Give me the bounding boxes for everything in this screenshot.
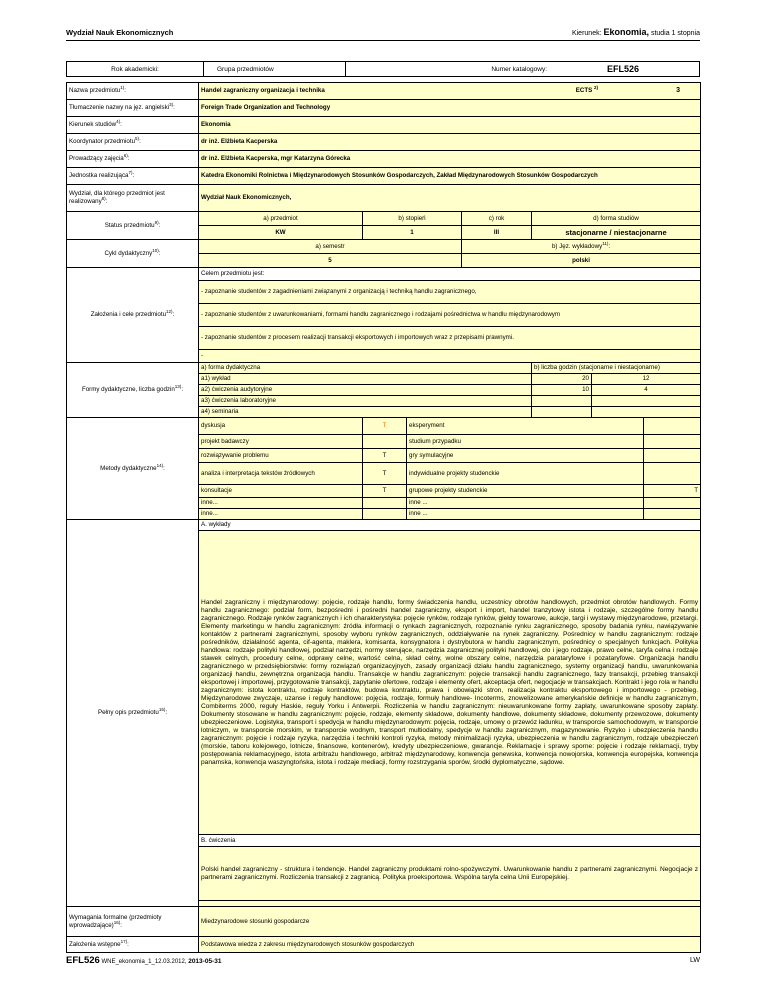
method-right: gry symulacyjne: [407, 449, 644, 463]
form-name: a4) seminaria: [199, 407, 532, 418]
ects-value: 3: [676, 87, 681, 94]
field-name: Ekonomia,: [603, 27, 649, 37]
method-left: rozwiązywanie problemu: [199, 449, 363, 463]
method-left: inne...: [199, 509, 363, 520]
form-name: a2) ćwiczenia audytoryjne: [199, 385, 532, 396]
goal-item: - zapoznanie studentów z zagadnieniami związanymi z organizacją i techniką handlu zagranicznego,: [199, 281, 701, 304]
prereq-value: Podstawowa wiedza z zakresu międzynarodowych stosunków gospodarczych: [199, 937, 701, 953]
row-translation: [67, 100, 701, 117]
row-forms-headers: [67, 363, 701, 374]
catalog-bar: [66, 61, 700, 77]
exercises-description: Polski handel zagraniczny - struktura i tendencje. Handel zagraniczny produktami rolno-spożywczymi. Uwarunkowanie handlu z partnerami zagranicznymi. Negocjacje z partnerami zagranicznymi. Rozliczenia transakcji z zagranicą. Polityka proeksportowa. Wspólna taryfa celna Unii Europejskiej.: [199, 847, 701, 901]
goal-item: -: [199, 350, 701, 363]
requirements-label: Wymagania formalne (przedmioty wprowadzające)$^{16)}$:: [67, 907, 199, 937]
row-desc-a-head: [67, 520, 701, 531]
method-left-mark: T: [363, 449, 407, 463]
method-right: inne ...: [407, 509, 644, 520]
method-row: [67, 418, 701, 435]
faculty-header: Wydział Nauk Ekonomicznych: [66, 28, 174, 37]
faculty-value: Wydział Nauk Ekonomicznych,: [199, 185, 701, 212]
lectures-heading: A. wykłady: [199, 520, 701, 531]
row-unit: [67, 168, 701, 185]
cycle-semester-value: 5: [199, 254, 462, 268]
method-left-mark: [363, 498, 407, 509]
method-right-mark: T: [644, 485, 701, 498]
form-hours-full: [532, 396, 592, 407]
field-prefix: Kierunek:: [571, 30, 602, 37]
field-label: Kierunek studiów$^{4)}$:: [67, 117, 199, 134]
row-status-headers: [67, 212, 701, 226]
academic-year-label: Rok akademicki:: [111, 66, 159, 73]
lectures-description: Handel zagraniczny i międzynarodowy: pojęcie, rodzaje handlu, formy świadczenia handlu, uczestnicy obrotów handlowych, przedmiot obrotów handlowych. Formy handlu zagranicznego: podział form, bezpośredni i pośredni handel zagraniczny, eksport i import, handel tranzytowy istota i rodzaje, szczególne formy handlu zagranicznego. Rodzaje rynków zagranicznych i ich charakterystyka: pojęcie rynków, rodzaje rynków, giełdy towarowe, aukcje, targi i wystawy międzynarodowe, przetargi. Elementy marketingu w handlu zagranicznym: źródła informacji o rynkach zagranicznych, rozpoznanie rynku zagranicznego, sposoby badania rynku, nawiązywanie kontaktów z partnerami zagranicznymi, sposoby wyboru rynków zagranicznych, oddziaływanie na rynek zagraniczny. Pośrednicy w handlu zagranicznym: rodzaje pośredników, działalność agenta, cif-agenta, maklera, komisanta, konsygnatora i dystrybutora w handlu zagranicznym, pośrednicy o specjalnych funkcjach. Polityka handlowa: rodzaje polityki handlowej, podział narzędzi, normy sterujące, narzędzia zagranicznej polityki handlowej, cło i jego rodzaje, prawo celne, taryfa celna i rodzaje stawek celnych, procedury celne, odprawy celne, wartość celna, skład celny, wolne obszary celne, narzędzia parataryfowe i pozataryfowe. Organizacja handlu zagranicznego w przedsiębiorstwie: formy rozwiązań organizacyjnych, zasady organizacji działu handlu zagranicznego, systemy organizacji handlu, uwarunkowania organizacji handlu, zewnętrzna organizacja handlu. Transakcje w handlu zagranicznym: pojęcie transakcji handlu zagranicznego, fazy transakcji, przebieg transakcji eksportowej i importowej, przygotowanie transakcji, zapytanie ofertowe, rodzaje i elementy ofert, akceptacja ofert, negocjacje w transakcjach. Kontrakt i jego rola w handlu zagranicznym: istota kontraktu, rodzaje kontraktów, budowa kontraktu, prawa i obowiązki stron, realizacja kontraktu eksportowego i importowego - przebieg. Międzynarodowe zwyczaje, uzanse i reguły handlowe: pojęcia, rodzaje, formuły handlowe- Incoterms, znowelizowane amerykańskie definicje w handlu zagranicznym, Combiterms 2000, reguły Haskie, reguły Yorku i Antwerpii. Rozliczenia w handlu zagranicznym: nieuwarunkowane formy zapłaty, uwarunkowane sposoby zapłaty. Dokumenty stosowane w handlu zagranicznym: pojęcie, rodzaje, elementy składowe, dokumenty handlowe, dokumenty składowe, dokumenty przewozowe, dokumenty ubezpieczeniowe. Logistyka, transport i spedycja w handlu międzynarodowym: pojęcia, rodzaje, umowy o przewóz ładunku, w transporcie samochodowym, w transporcie lotniczym, w transporcie morskim, w transporcie wodnym, transport multiodalny, spedycje w handlu zagranicznym, magazynowanie. Ryzyko i ubezpieczenia handlu zagranicznym: pojęcie i rodzaje ryzyka, narzędzia i techniki kontroli ryzyka, metody minimalizacji ryzyka, ubezpieczenia w handlu zagranicznym, rodzaje ubezpieczeń (morskie, taboru kolejowego, lotnicze, finansowe, kontenerów), kredyty ubezpieczeniowe, gwarancje. Reklamacje i sprawy sporne: pojęcie i rodzaje reklamacji, tryby postępowania reklamacyjnego, istota arbitrażu handlowego, arbitraż międzynarodowy, konwencja genewska, konwencja nowojorska, konwencja europejska, konwencja panamska, konwencja waszyngtońska, istota i rodzaje mediacji, formy rozstrzygania sporów, środki dyplomatyczne, sądowe.: [199, 531, 701, 835]
forms-form-header: a) forma dydaktyczna: [199, 363, 532, 374]
form-hours-part: 12: [592, 374, 701, 385]
forms-hours-header: b) liczba godzin (stacjonarne i niestacjonarne): [532, 363, 701, 374]
divider: [203, 62, 204, 76]
cycle-language-header: b) Jęz. wykładowy$^{11)}$:: [462, 240, 701, 254]
footer-initials: LW: [690, 957, 700, 964]
row-goals-intro: [67, 268, 701, 281]
method-left-mark: [363, 435, 407, 449]
forms-label: Formy dydaktyczne, liczba godzin$^{13)}$:: [67, 363, 199, 418]
form-name: a3) ćwiczenia laboratoryjne: [199, 396, 532, 407]
goals-label: Założenia i cele przedmiotu$^{12)}$:: [67, 268, 199, 363]
course-group-label: Grupa przedmiotów: [217, 66, 274, 73]
form-hours-part: 4: [592, 385, 701, 396]
teachers-value: dr inż. Elżbieta Kacperska, mgr Katarzyna Górecka: [199, 151, 701, 168]
method-right: studium przypadku: [407, 435, 644, 449]
form-hours-full: 10: [532, 385, 592, 396]
method-left: dyskusja: [199, 418, 363, 435]
prereq-label: Założenia wstępne$^{17)}$:: [67, 937, 199, 953]
status-year-value: III: [462, 226, 532, 240]
form-name: a1) wykład: [199, 374, 532, 385]
requirements-value: Miedzynarodowe stosunki gospodarcze: [199, 907, 701, 937]
coordinator-label: Koordynator przedmiotu$^{5)}$:: [67, 134, 199, 151]
method-right: indywidualne projekty studenckie: [407, 463, 644, 485]
method-right-mark: [644, 498, 701, 509]
unit-label: Jednostka realizująca$^{7)}$:: [67, 168, 199, 185]
faculty-label: Wydział, dla którego przedmiot jest realizowany$^{8)}$:: [67, 185, 199, 212]
goals-intro: Celem przedmiotu jest:: [199, 268, 701, 281]
method-left-mark: T: [363, 485, 407, 498]
method-left: projekt badawczy: [199, 435, 363, 449]
row-requirements: [67, 907, 701, 937]
method-right: eksperyment: [407, 418, 644, 435]
method-left: analiza i interpretacja tekstów źródłowych: [199, 463, 363, 485]
course-card-table: [66, 82, 701, 953]
translation-value: Foreign Trade Organization and Technology: [199, 100, 701, 117]
form-hours-part: [592, 396, 701, 407]
field-value: Ekonomia: [199, 117, 701, 134]
course-name-value: Handel zagraniczny organizacja i technika 3 ECTS $^{2)}$: [199, 83, 701, 100]
method-right-mark: [644, 418, 701, 435]
row-coordinator: [67, 134, 701, 151]
status-form-value: stacjonarne / niestacjonarne: [532, 226, 701, 240]
status-year-header: c) rok: [462, 212, 532, 226]
row-course-name: [67, 83, 701, 100]
footer-info: [66, 955, 221, 966]
ects-label: ECTS $^{2)}$: [575, 84, 599, 94]
goal-item: - zapoznanie studentów z uwarunkowaniami, formami handlu zagranicznego i rodzajami pośrednictwa w handlu międzynarodowym: [199, 304, 701, 327]
goal-item: - zapoznanie studentów z procesem realizacji transakcji eksportowych i importowych wraz z przepisami prawnymi.: [199, 327, 701, 350]
method-right-mark: [644, 449, 701, 463]
method-left-mark: T: [363, 463, 407, 485]
form-hours-full: 20: [532, 374, 592, 385]
status-form-header: d) forma studiów: [532, 212, 701, 226]
cycle-language-value: polski: [462, 254, 701, 268]
description-label: Pełny opis przedmiotu$^{15)}$:: [67, 520, 199, 907]
field-header: [572, 27, 700, 37]
coordinator-value: dr inż. Elżbieta Kacperska: [199, 134, 701, 151]
divider: [345, 62, 346, 76]
footer-code: EFL526: [66, 955, 100, 966]
status-degree-header: b) stopień: [363, 212, 462, 226]
status-subject-header: a) przedmiot: [199, 212, 363, 226]
header-rule: [66, 40, 700, 41]
catalog-number-label: Numer katalogowy:: [491, 66, 547, 73]
status-subject-value: KW: [199, 226, 363, 240]
method-right: grupowe projekty studenckie: [407, 485, 644, 498]
status-label: Status przedmiotu$^{9)}$:: [67, 212, 199, 240]
row-field: [67, 117, 701, 134]
course-name-label: Nazwa przedmiotu$^{1)}$:: [67, 83, 199, 100]
footer-date: 2013-05-31: [188, 958, 222, 965]
row-faculty: [67, 185, 701, 212]
method-right: inne ...: [407, 498, 644, 509]
method-right-mark: [644, 509, 701, 520]
footer-file: WNE_ekonomia_1_12.03.2012,: [101, 959, 187, 965]
row-prereq: [67, 937, 701, 953]
method-right-mark: [644, 463, 701, 485]
method-left: konsultacje: [199, 485, 363, 498]
form-hours-part: [592, 407, 701, 418]
methods-label: Metody dydaktyczne$^{14)}$:: [67, 418, 199, 520]
cycle-label: Cykl dydaktyczny$^{10)}$:: [67, 240, 199, 268]
method-left-mark: T: [363, 418, 407, 435]
method-left-mark: [363, 509, 407, 520]
exercises-heading: B. ćwiczenia: [199, 835, 701, 847]
form-hours-full: [532, 407, 592, 418]
teachers-label: Prowadzący zajęcia$^{6)}$:: [67, 151, 199, 168]
unit-value: Katedra Ekonomiki Rolnictwa i Międzynarodowych Stosunków Gospodarczych, Zakład Międzynarodowych Stosunków Gospodarczych: [199, 168, 701, 185]
cycle-semester-header: a) semestr: [199, 240, 462, 254]
translation-label: Tłumaczenie nazwy na jęz. angielski$^{3)}$:: [67, 100, 199, 117]
course-code: EFL526: [607, 64, 640, 74]
row-cycle-headers: [67, 240, 701, 254]
row-teachers: [67, 151, 701, 168]
method-right-mark: [644, 435, 701, 449]
study-level: studia 1 stopnia: [650, 30, 700, 37]
status-degree-value: 1: [363, 226, 462, 240]
method-left: inne...: [199, 498, 363, 509]
